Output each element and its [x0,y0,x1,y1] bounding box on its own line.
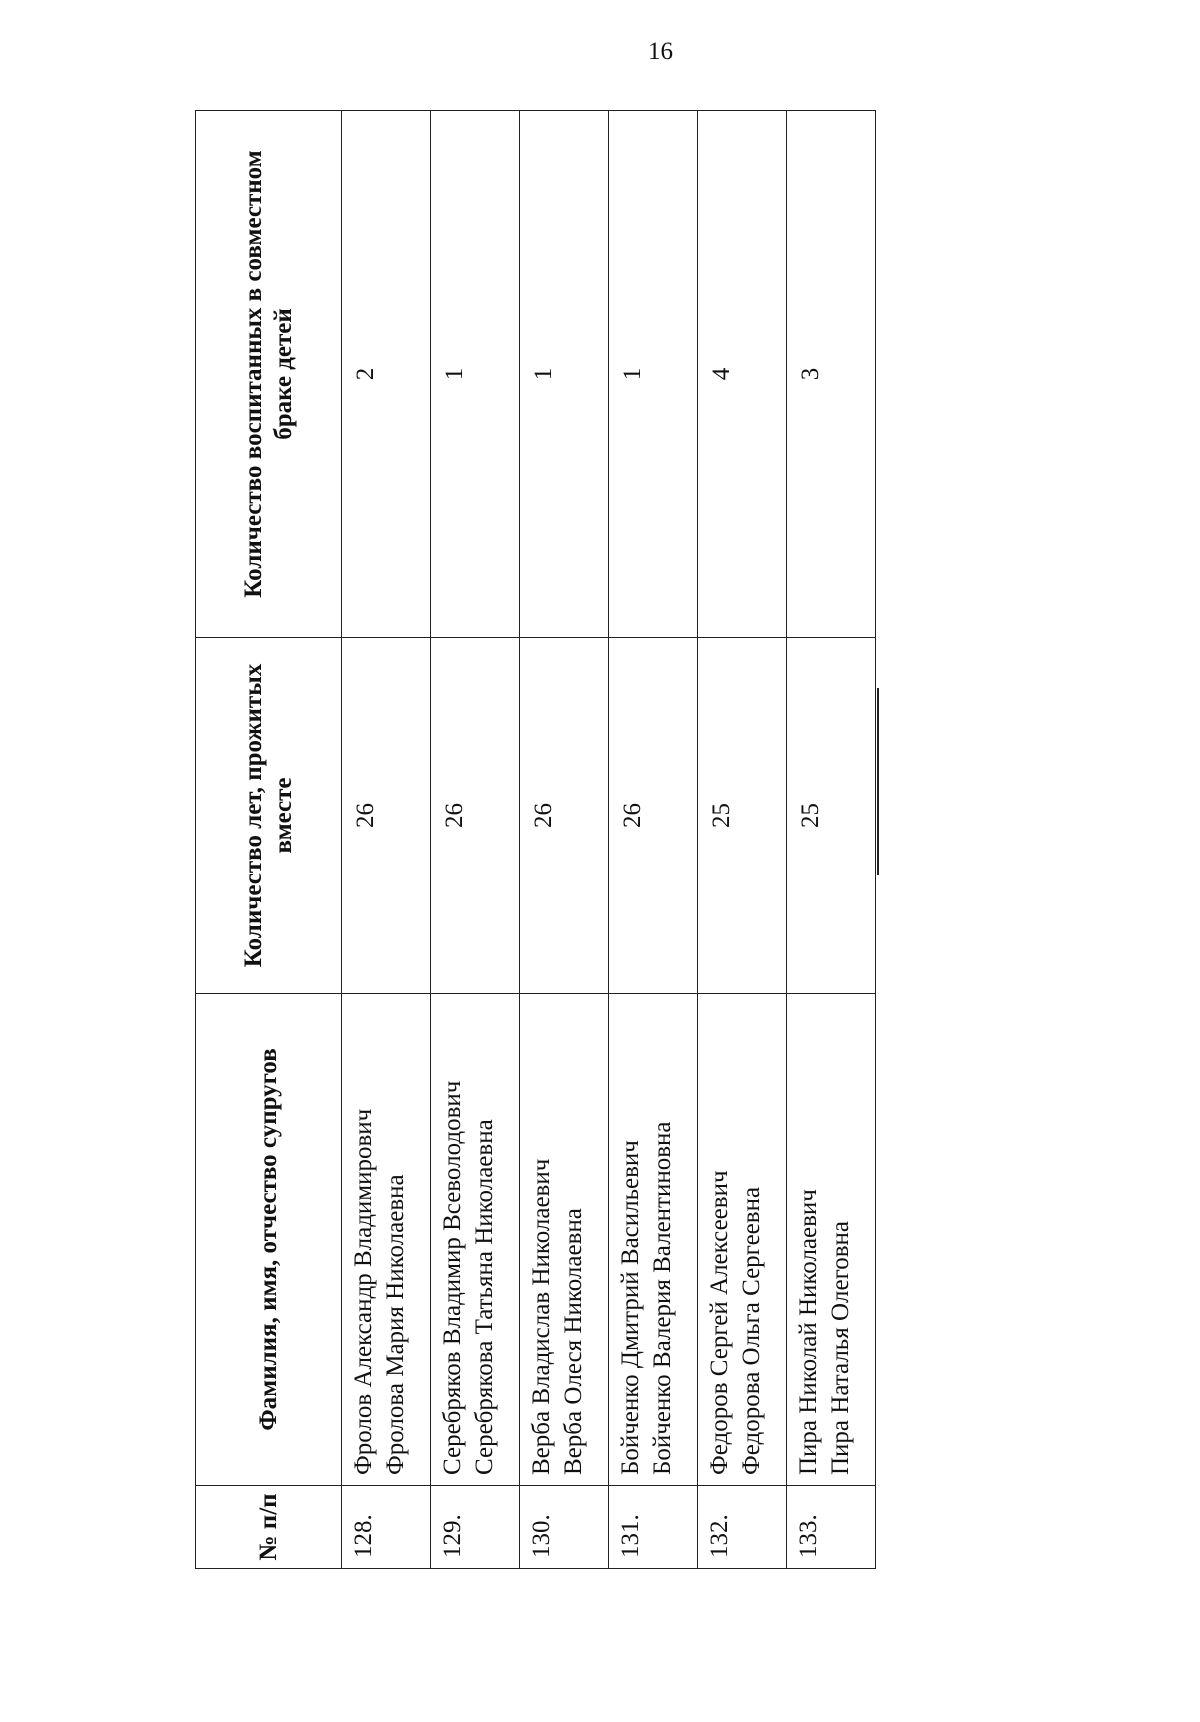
row-years: 26 [430,637,519,993]
husband-name: Фролов Александр Владимирович [349,1108,377,1475]
wife-name: Фролова Мария Николаевна [381,1173,409,1475]
row-names [697,993,786,1485]
row-years: 25 [697,637,786,993]
header-name [195,993,341,1485]
table-row [430,110,519,1568]
closing-divider-line [877,688,879,875]
row-names [519,993,608,1485]
header-name-text: Фамилия, имя, отчество супругов [254,1047,281,1431]
row-years: 26 [341,637,430,993]
wife-name: Верба Олеся Николаевна [559,1207,587,1475]
header-number-text: № п/п [254,1492,281,1561]
row-kids: 1 [430,110,519,637]
row-kids: 1 [519,110,608,637]
table-row [697,110,786,1568]
row-kids: 1 [608,110,697,637]
row-kids: 4 [697,110,786,637]
row-years: 26 [519,637,608,993]
table-row [786,110,875,1568]
row-years: 25 [786,637,875,993]
husband-name: Верба Владислав Николаевич [527,1158,555,1475]
table-row [341,110,430,1568]
table-container [194,110,875,1568]
husband-name: Федоров Сергей Алексеевич [705,1169,733,1475]
header-years [195,637,341,993]
husband-name: Серебряков Владимир Всеволодович [438,1080,466,1475]
wife-name: Федорова Ольга Сергеевна [737,1186,765,1475]
header-years-text: Количество лет, прожитых вместе [239,663,296,967]
table-header-row [195,110,341,1568]
table-row [608,110,697,1568]
header-number [195,1485,341,1568]
row-number: 128. [341,1485,430,1568]
wife-name: Бойченко Валерия Валентиновна [648,1120,676,1475]
row-years: 26 [608,637,697,993]
row-names [430,993,519,1485]
row-names [608,993,697,1485]
husband-name: Бойченко Дмитрий Васильевич [616,1139,644,1475]
spouses-table [195,110,876,1569]
row-kids: 3 [786,110,875,637]
header-kids-text: Количество воспитанных в совместном браке детей [239,149,296,598]
row-number: 129. [430,1485,519,1568]
page-number: 16 [648,38,673,65]
row-kids: 2 [341,110,430,637]
row-names [786,993,875,1485]
row-number: 133. [786,1485,875,1568]
row-number: 131. [608,1485,697,1568]
header-kids [195,110,341,637]
wife-name: Пира Наталья Олеговна [826,1220,854,1475]
row-number: 132. [697,1485,786,1568]
row-number: 130. [519,1485,608,1568]
wife-name: Серебрякова Татьяна Николаевна [470,1118,498,1475]
row-names [341,993,430,1485]
husband-name: Пира Николай Николаевич [794,1188,822,1475]
table-row [519,110,608,1568]
